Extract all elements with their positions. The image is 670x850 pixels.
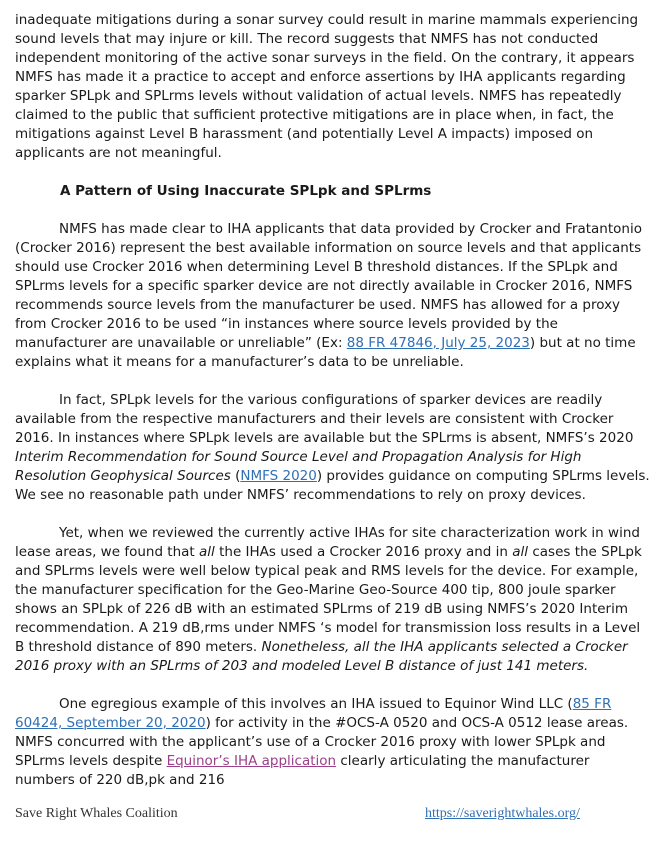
footer-organization: Save Right Whales Coalition	[15, 806, 178, 821]
document-title-italic: Interim Recommendation for Sound Source Level and Propagation Analysis for High Resolution Geophysical Sources	[15, 449, 582, 484]
paragraph-4-text-body: cases the SPLpk and SPLrms levels were well below typical peak and RMS levels for the device. For example, the manufacturer specification for the Geo-Marine Geo-Source 400 tip, 800 joule sparker shows an SPLpk of 226 dB with an estimated SPLrms of 219 dB using NMFS’s 2020 Interim recommendation. A 219 dB,rms under NMFS ‘s model for transmission loss results in a Level B threshold distance of 890 meters.	[15, 544, 642, 655]
document-body	[15, 11, 651, 790]
citation-link-85fr60424[interactable]: 85 FR 60424, September 20, 2020	[15, 696, 612, 731]
paragraph-2-text-end: ) but at no time explains what it means for a manufacturer’s data to be unreliable.	[15, 335, 636, 370]
paragraph-5-text: One egregious example of this involves an IHA issued to Equinor Wind LLC (	[59, 696, 573, 712]
paragraph-5	[15, 695, 651, 790]
paragraph-3	[15, 391, 651, 505]
equinor-application-link[interactable]: Equinor’s IHA application	[166, 753, 337, 769]
paragraph-4-text: Yet, when we reviewed the currently active IHAs for site characterization work in wind lease areas, we found that	[15, 525, 640, 560]
paragraph-5-text-end: clearly articulating the manufacturer numbers of 220 dB,pk and 216	[15, 753, 590, 788]
paragraph-3-text: In fact, SPLpk levels for the various configurations of sparker devices are readily available from the respective manufacturers and their levels are consistent with Crocker 2016. In instances where SPLpk levels are available but the SPLrms is absent, NMFS’s 2020	[15, 392, 634, 446]
emphasis-all-1: all	[199, 544, 215, 560]
citation-link-nmfs2020[interactable]: NMFS 2020	[240, 468, 317, 484]
paragraph-5-text-mid: ) for activity in the #OCS-A 0520 and OCS-A 0512 lease areas. NMFS concurred with the applicant’s use of a Crocker 2016 proxy with lower SPLpk and SPLrms levels despite	[15, 715, 629, 769]
page-footer	[15, 806, 655, 826]
paragraph-3-text-end: ) provides guidance on computing SPLrms levels. We see no reasonable path under NMFS’ recommendations to rely on proxy devices.	[15, 468, 650, 503]
paragraph-3-paren: (	[230, 468, 241, 484]
citation-link-88fr47846[interactable]: 88 FR 47846, July 25, 2023	[346, 335, 530, 351]
footer-website-link[interactable]: https://saverightwhales.org/	[425, 806, 580, 821]
paragraph-1	[15, 11, 651, 163]
paragraph-4	[15, 524, 651, 676]
paragraph-1-text: inadequate mitigations during a sonar survey could result in marine mammals experiencing sound levels that may injure or kill. The record suggests that NMFS has not conducted independent monitoring of the active sonar surveys in the field. On the contrary, it appears NMFS has made it a practice to accept and enforce assertions by IHA applicants regarding sparker SPLpk and SPLrms levels without validation of actual levels. NMFS has repeatedly claimed to the public that sufficient protective mitigations are in place when, in fact, the mitigations against Level B harassment (and potentially Level A impacts) imposed on applicants are not meaningful.	[15, 12, 639, 161]
paragraph-4-text-mid: the IHAs used a Crocker 2016 proxy and in	[214, 544, 513, 560]
section-heading: A Pattern of Using Inaccurate SPLpk and SPLrms	[60, 183, 432, 199]
paragraph-2	[15, 220, 651, 372]
emphasis-all-2: all	[512, 544, 529, 560]
paragraph-2-text: NMFS has made clear to IHA applicants that data provided by Crocker and Fratantonio (Crocker 2016) represent the best available information on source levels and that applicants should use Crocker 2016 when determining Level B threshold distances. If the SPLpk and SPLrms levels for a specific sparker device are not directly available in Crocker 2016, NMFS recommends source levels from the manufacturer be used. NMFS has allowed for a proxy from Crocker 2016 to be used “in instances where source levels provided by the manufacturer are unavailable or unreliable” (Ex:	[15, 221, 642, 351]
paragraph-4-italic-conclusion: Nonetheless, all the IHA applicants selected a Crocker 2016 proxy with an SPLrms of 203 and modeled Level B distance of just 141 meters.	[15, 639, 628, 674]
